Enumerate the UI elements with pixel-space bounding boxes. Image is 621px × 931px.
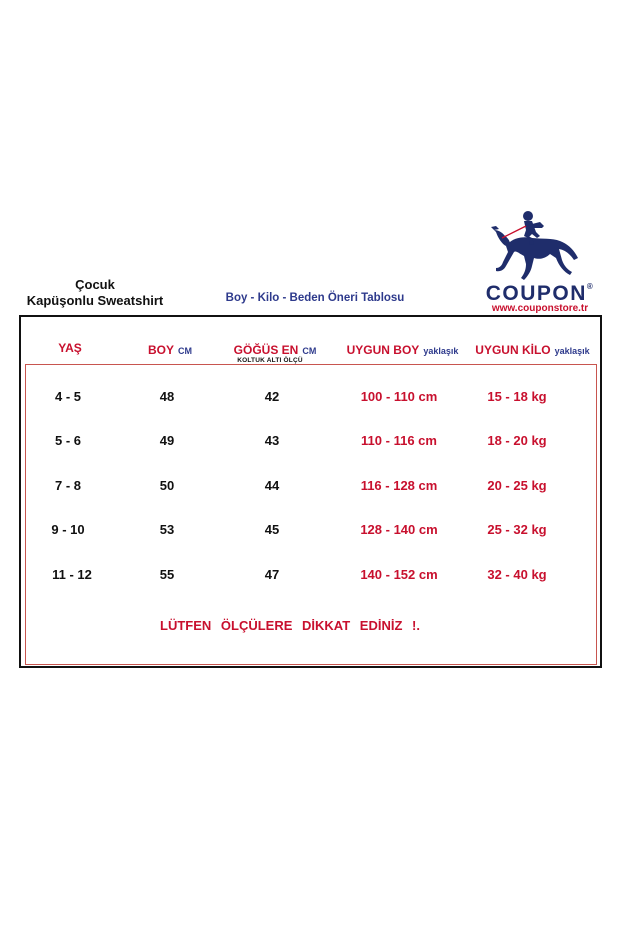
column-header-label: YAŞ	[58, 341, 82, 355]
table-cell-chest: 44	[264, 478, 280, 493]
table-cell-height: 48	[159, 389, 175, 404]
table-cell-fit-height: 128 - 140 cm	[360, 522, 438, 537]
measurement-notice: LÜTFEN ÖLÇÜLERE DİKKAT EDİNİZ !.	[160, 618, 420, 633]
product-title-line1: Çocuk	[75, 277, 115, 292]
table-cell-fit-height: 116 - 128 cm	[360, 478, 438, 493]
column-header-chest	[215, 343, 335, 357]
table-cell-height: 55	[159, 567, 175, 582]
column-header-sublabel: KOLTUK ALTI ÖLÇÜ	[237, 357, 303, 364]
column-header-label: UYGUN BOY	[346, 343, 420, 357]
table-cell-age: 11 - 12	[52, 567, 92, 582]
column-header-age	[30, 341, 110, 355]
brand-url[interactable]: www.couponstore.tr	[491, 303, 589, 314]
table-cell-fit-height: 100 - 110 cm	[360, 389, 438, 404]
column-header-unit: yaklaşık	[423, 346, 459, 356]
table-cell-fit-weight: 25 - 32 kg	[487, 522, 547, 537]
column-header-label: UYGUN KİLO	[475, 343, 551, 357]
column-header-height	[125, 343, 215, 357]
table-cell-age: 9 - 10	[51, 522, 85, 537]
table-cell-chest: 42	[264, 389, 280, 404]
product-title-line2: Kapüşonlu Sweatshirt	[26, 293, 164, 308]
column-header-label: GÖĞÜS EN	[233, 343, 299, 357]
table-cell-age: 4 - 5	[54, 389, 81, 404]
table-cell-chest: 43	[264, 433, 280, 448]
table-subtitle: Boy - Kilo - Beden Öneri Tablosu	[225, 292, 405, 304]
table-cell-height: 53	[159, 522, 175, 537]
brand-name: COUPON	[485, 282, 587, 305]
horse-rider-icon	[488, 208, 584, 286]
table-cell-fit-height: 140 - 152 cm	[360, 567, 438, 582]
table-cell-height: 50	[159, 478, 175, 493]
column-header-fit-height	[335, 343, 470, 357]
table-cell-age: 5 - 6	[54, 433, 81, 448]
table-cell-age: 7 - 8	[54, 478, 81, 493]
column-header-label: BOY	[147, 343, 174, 357]
registered-mark: ®	[586, 282, 595, 291]
column-header-unit: CM	[178, 346, 192, 356]
column-header-unit: yaklaşık	[554, 346, 590, 356]
table-cell-fit-weight: 20 - 25 kg	[487, 478, 547, 493]
product-title	[20, 277, 170, 309]
table-cell-height: 49	[159, 433, 175, 448]
table-cell-fit-weight: 18 - 20 kg	[487, 433, 547, 448]
table-cell-chest: 47	[264, 567, 280, 582]
table-cell-chest: 45	[264, 522, 280, 537]
table-cell-fit-weight: 15 - 18 kg	[487, 389, 547, 404]
table-cell-fit-weight: 32 - 40 kg	[487, 567, 547, 582]
column-header-unit: CM	[302, 346, 317, 356]
table-cell-fit-height: 110 - 116 cm	[361, 433, 437, 448]
column-header-fit-weight	[470, 343, 595, 357]
